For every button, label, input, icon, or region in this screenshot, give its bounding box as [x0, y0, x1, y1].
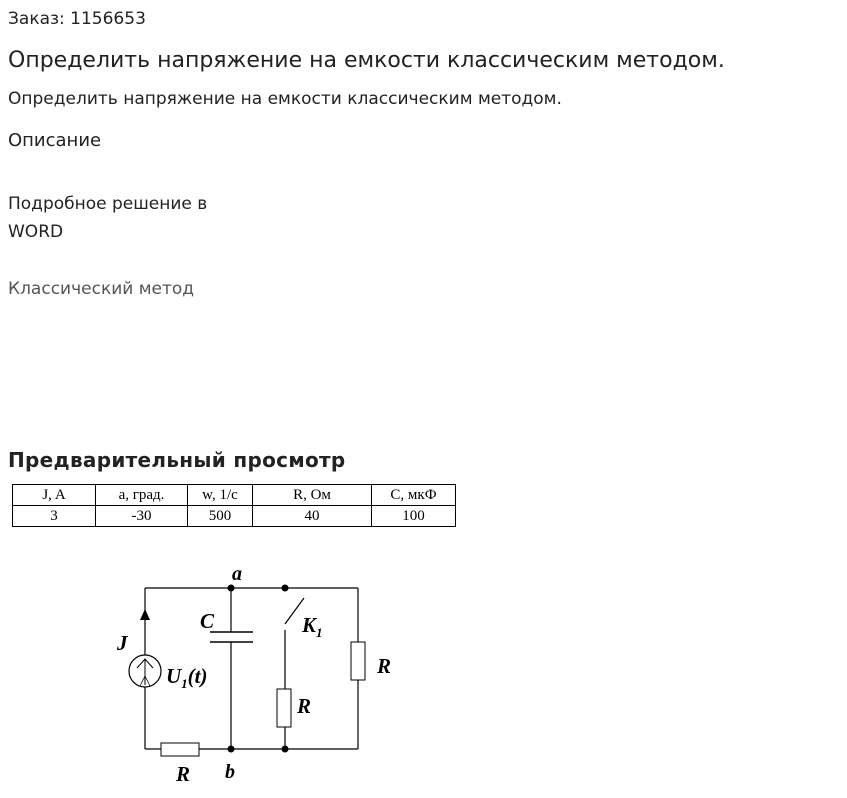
- current-source-label: J: [117, 631, 128, 655]
- table-cell: -30: [96, 506, 188, 527]
- description-heading: Описание: [8, 130, 102, 151]
- table-cell: 100: [372, 506, 456, 527]
- table-header-cell: w, 1/c: [188, 485, 253, 506]
- switch-label: $K_1$: [302, 613, 323, 640]
- table-header-cell: C, мкФ: [372, 485, 456, 506]
- voltage-label: $U_1(t)$: [166, 664, 208, 691]
- resistor-bottom: [161, 743, 199, 756]
- table-header-cell: a, град.: [96, 485, 188, 506]
- table-cell: 500: [188, 506, 253, 527]
- resistor-middle: [277, 689, 291, 727]
- resistor-right-label: R: [377, 654, 392, 678]
- node-a-label: a: [232, 563, 242, 585]
- table-cell: 40: [253, 506, 372, 527]
- solution-note-line2: WORD: [8, 222, 64, 242]
- table-cell: 3: [13, 506, 96, 527]
- resistor-bottom-label: R: [176, 762, 191, 786]
- method-label: Классический метод: [8, 279, 195, 299]
- preview-heading: Предварительный просмотр: [8, 448, 346, 472]
- solution-note-line1: Подробное решение в: [8, 194, 208, 214]
- page-title: Определить напряжение на емкости классическим методом.: [8, 48, 725, 73]
- capacitor-label: C: [200, 609, 215, 633]
- capacitor-c: [210, 632, 253, 642]
- order-number: Заказ: 1156653: [8, 9, 146, 29]
- resistor-middle-label: R: [297, 694, 312, 718]
- table-header-cell: R, Ом: [253, 485, 372, 506]
- current-arrow-icon: [140, 609, 150, 620]
- resistor-right: [351, 642, 365, 680]
- table-header-cell: J, A: [13, 485, 96, 506]
- node-b-label: b: [225, 761, 235, 783]
- task-statement: Определить напряжение на емкости классическим методом.: [8, 89, 562, 109]
- current-source-icon: [129, 655, 161, 687]
